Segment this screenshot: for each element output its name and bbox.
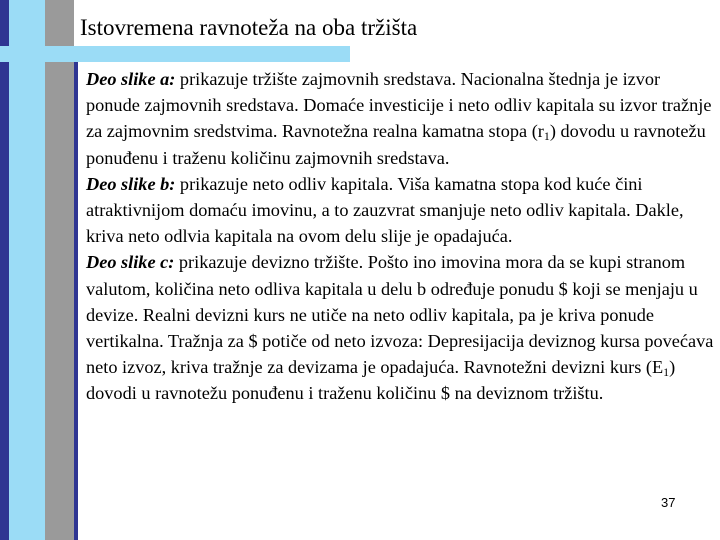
paragraph-c-text-end: ) dovodi u ravnotežu ponuđenu i traženu količinu $ na deviznom tržištu. [86,357,676,404]
paragraph-c-lead: Deo slike c: [86,252,175,273]
title-underline-strip [0,46,350,62]
paragraph-a [86,66,714,171]
page-number: 37 [661,495,676,510]
paragraph-c [86,249,714,406]
paragraph-b [86,171,714,250]
paragraph-b-lead: Deo slike b: [86,173,176,194]
paragraph-a-text: prikazuje tržište zajmovnih sredstava. Nacionalna štednja je izvor ponude zajmovnih sredstava. Domaće investicije i neto odliv kapitala su izvor tražnje za zajmovnim sredstvima. Ravnotežna realna kamatna stopa (r [86,69,712,142]
left-gray-bar [45,0,74,540]
paragraph-a-text-end: ) dovodu u ravnotežu ponuđenu i traženu količinu zajmovnih sredstava. [86,121,706,168]
paragraph-a-subscript: 1 [543,129,550,144]
left-navy-bar [0,0,9,540]
slide-title: Istovremena ravnoteža na oba tržišta [80,15,418,40]
paragraph-a-lead: Deo slike a: [86,69,176,89]
paragraph-b-text: prikazuje neto odliv kapitala. Viša kamatna stopa kod kuće čini atraktivnijom domaću imovinu, a to zauzvrat smanjuje neto odliv kapitala. Dakle, kriva neto odlvia kapitala na ovom delu slije je opadajuća. [86,173,684,247]
left-cyan-bar [9,0,45,540]
slide-body [86,66,714,407]
paragraph-c-subscript: 1 [663,365,670,380]
paragraph-c-text: prikazuje devizno tržište. Pošto ino imovina mora da se kupi stranom valutom, količina neto odliva kapitala u delu b određuje ponudu $ koji se menjaju u devize. Realni devizni kurs ne utiče na neto odliv kapitala, pa je kriva ponude vertikalna. Tražnja za $ potiče od neto izvoza: Depresijacija deviznog kursa povećava neto izvoz, kriva tražnje za devizama je opadajuća. Ravnotežni devizni kurs (E [86,252,714,378]
